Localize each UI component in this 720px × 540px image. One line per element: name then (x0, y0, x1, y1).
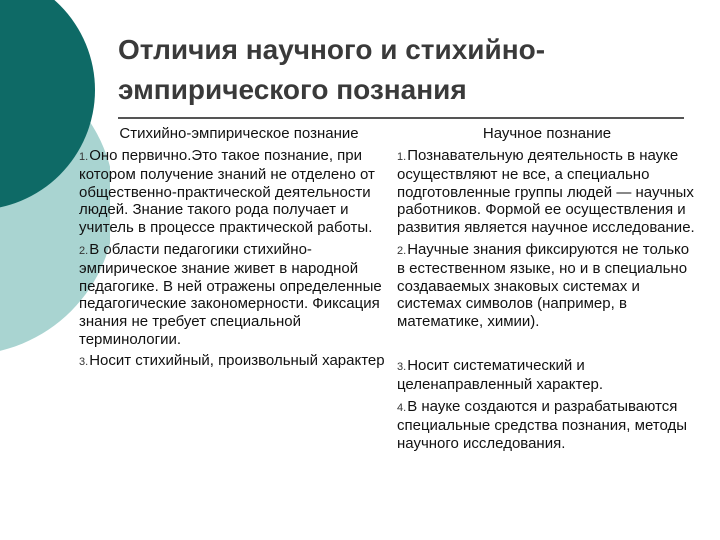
scientific-knowledge-column (397, 125, 697, 457)
item-number: 3. (79, 356, 89, 369)
item-number: 2. (397, 244, 407, 257)
scientific-item-2 (397, 241, 697, 331)
item-text: В области педагогики стихийно-эмпирическое знание живет в народной педагогике. В ней отражены определенные педагогические закономерности. Фиксация знания не требует специальной терминологии. (79, 240, 382, 348)
scientific-item-4 (397, 398, 697, 453)
empirical-item-2 (79, 241, 391, 349)
title-divider (118, 117, 684, 119)
item-text: В науке создаются и разрабатываются специальные средства познания, методы научного исследования. (397, 397, 688, 452)
item-text: Оно первично.Это такое познание, при котором получение знаний не отделено от общественно-практической деятельности людей. Знание такого рода получает и учитель в процессе практической работы. (79, 146, 375, 236)
empirical-knowledge-column (79, 125, 391, 376)
item-number: 4. (397, 401, 407, 414)
empirical-column-heading: Стихийно-эмпирическое познание (119, 125, 359, 142)
item-text: Познавательную деятельность в науке осуществляют не все, а специально подготовленные группы людей — научных работников. Формой ее осуществления и развития является научное исследование. (397, 146, 695, 236)
scientific-item-1 (397, 147, 697, 237)
scientific-column-heading: Научное познание (482, 125, 612, 142)
item-text: Носит стихийный, произвольный характер (89, 352, 385, 370)
empirical-item-1 (79, 147, 391, 237)
item-number: 2. (79, 244, 89, 257)
scientific-item-3 (397, 357, 697, 394)
slide-title: Отличия научного и стихийно-эмпирического познания (118, 34, 546, 105)
spacer (397, 335, 697, 357)
item-text: Научные знания фиксируются не только в естественном языке, но и в специально создаваемых знаковых системах и системах символов (например, в математике, химии). (397, 240, 690, 330)
item-text: Носит систематический и целенаправленный характер. (397, 356, 604, 394)
item-number: 1. (79, 150, 89, 163)
item-number: 1. (397, 150, 407, 163)
empirical-item-3 (79, 352, 391, 372)
item-number: 3. (397, 360, 407, 373)
